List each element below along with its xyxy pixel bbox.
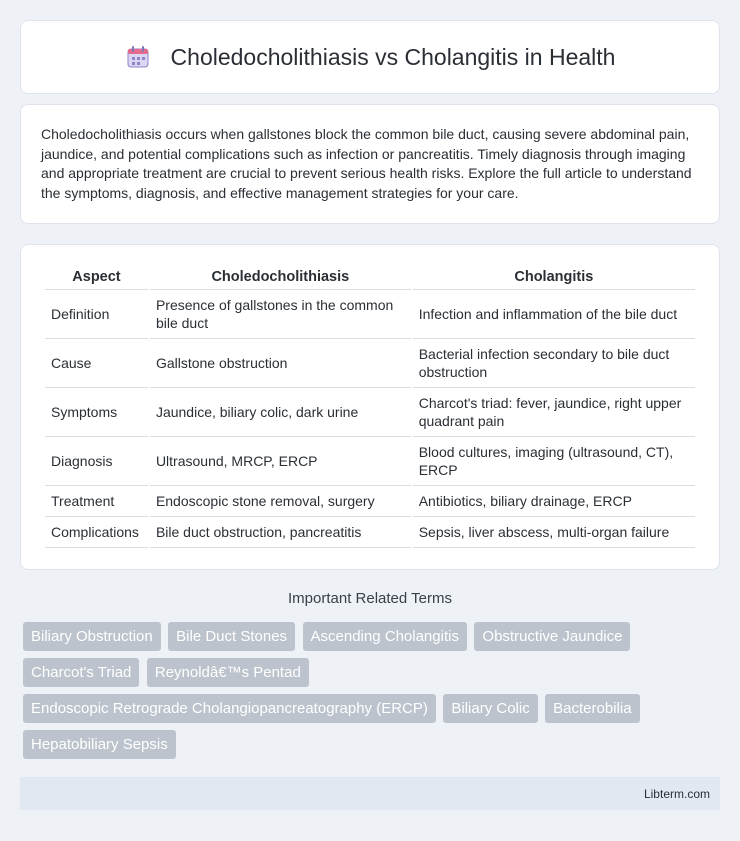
table-cell: Infection and inflammation of the bile duct [413, 290, 695, 339]
table-cell: Diagnosis [45, 437, 148, 486]
table-row [45, 437, 695, 486]
related-terms-list [23, 622, 723, 766]
table-cell: Sepsis, liver abscess, multi-organ failure [413, 517, 695, 548]
related-term-tag[interactable]: Bile Duct Stones [168, 622, 295, 651]
title-card [20, 20, 720, 94]
related-term-tag[interactable]: Endoscopic Retrograde Cholangiopancreatography (ERCP) [23, 694, 436, 723]
column-header-choledocholithiasis: Choledocholithiasis [150, 265, 411, 290]
related-term-tag[interactable]: Charcot's Triad [23, 658, 139, 687]
table-cell: Jaundice, biliary colic, dark urine [150, 388, 411, 437]
comparison-table [43, 265, 697, 548]
table-row [45, 388, 695, 437]
footer-site-link[interactable]: Libterm.com [643, 786, 710, 801]
table-cell: Definition [45, 290, 148, 339]
related-terms-title: Important Related Terms [288, 590, 452, 607]
table-row [45, 339, 695, 388]
table-row [45, 517, 695, 548]
intro-card [20, 104, 720, 224]
table-cell: Ultrasound, MRCP, ERCP [150, 437, 411, 486]
table-cell: Symptoms [45, 388, 148, 437]
table-cell: Gallstone obstruction [150, 339, 411, 388]
table-cell: Bile duct obstruction, pancreatitis [150, 517, 411, 548]
related-term-tag[interactable]: Reynoldâ€™s Pentad [147, 658, 309, 687]
column-header-cholangitis: Cholangitis [413, 265, 695, 290]
table-cell: Complications [45, 517, 148, 548]
table-row [45, 486, 695, 517]
table-cell: Antibiotics, biliary drainage, ERCP [413, 486, 695, 517]
table-cell: Bacterial infection secondary to bile duct obstruction [413, 339, 695, 388]
calendar-icon [125, 44, 151, 70]
table-cell: Charcot's triad: fever, jaundice, right upper quadrant pain [413, 388, 695, 437]
related-term-tag[interactable]: Biliary Obstruction [23, 622, 161, 651]
table-cell: Cause [45, 339, 148, 388]
related-term-tag[interactable]: Bacterobilia [545, 694, 639, 723]
footer [20, 777, 720, 810]
table-cell: Presence of gallstones in the common bile duct [150, 290, 411, 339]
table-cell: Treatment [45, 486, 148, 517]
page-title: Choledocholithiasis vs Cholangitis in Health [170, 43, 616, 70]
column-header-aspect: Aspect [45, 265, 148, 290]
comparison-table-card [20, 244, 720, 570]
intro-text: Choledocholithiasis occurs when gallstones block the common bile duct, causing severe abdominal pain, jaundice, and potential complications such as infection or pancreatitis. Timely diagnosis through imaging and appropriate treatment are crucial to prevent serious health risks. Explore the full article to understand the symptoms, diagnosis, and effective management strategies for your care. [41, 126, 692, 201]
table-row [45, 290, 695, 339]
table-cell: Blood cultures, imaging (ultrasound, CT), ERCP [413, 437, 695, 486]
related-term-tag[interactable]: Hepatobiliary Sepsis [23, 730, 176, 759]
related-term-tag[interactable]: Ascending Cholangitis [303, 622, 467, 651]
related-term-tag[interactable]: Biliary Colic [443, 694, 537, 723]
related-term-tag[interactable]: Obstructive Jaundice [474, 622, 630, 651]
table-cell: Endoscopic stone removal, surgery [150, 486, 411, 517]
